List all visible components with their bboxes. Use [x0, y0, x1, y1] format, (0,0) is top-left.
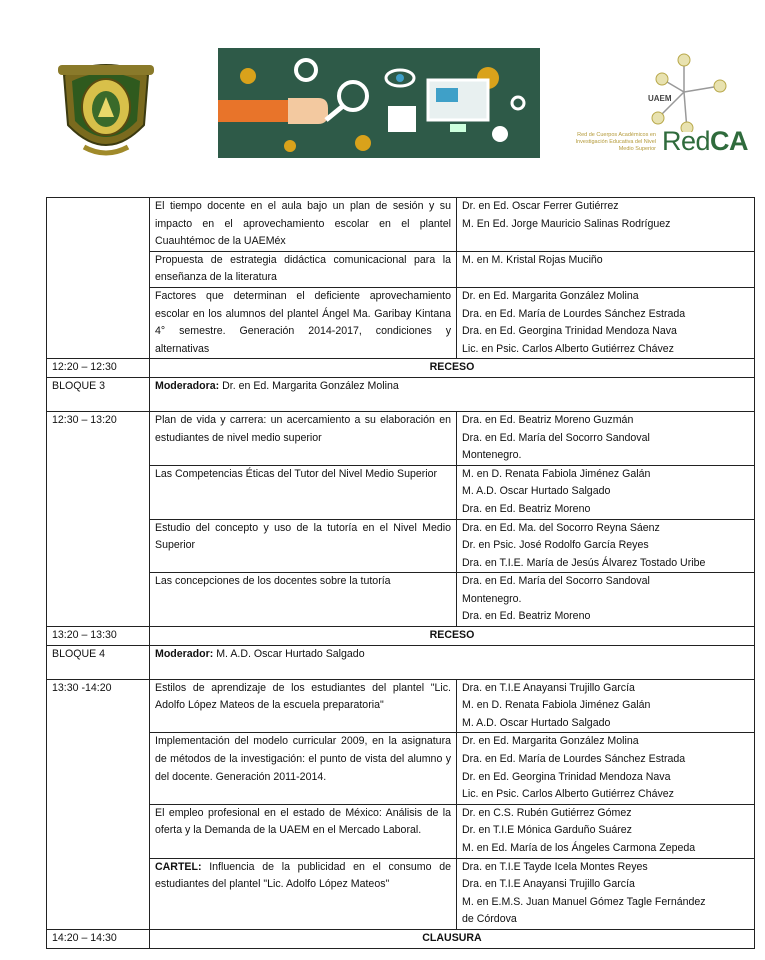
break-label: RECESO [150, 627, 755, 646]
talk-title [150, 804, 457, 858]
talk-title-text: Plan de vida y carrera: un acercamiento a su elaboración en estudiantes de nivel medio superior [155, 413, 451, 444]
moderator-cell [150, 645, 755, 679]
block-label: BLOQUE 3 [47, 377, 150, 411]
author-name: M. en D. Renata Fabiola Jiménez Galán [462, 467, 651, 480]
author-name: Dra. en Ed. Beatriz Moreno [462, 610, 591, 623]
author-name: Dra. en Ed. Beatriz Moreno Guzmán [462, 413, 634, 426]
author-name: Lic. en Psic. Carlos Alberto Gutiérrez Chávez [462, 342, 674, 355]
author-name: Dra. en Ed. Ma. del Socorro Reyna Sáenz [462, 521, 660, 534]
time-cell: 14:20 – 14:30 [47, 929, 150, 948]
table-row-block [47, 645, 755, 679]
redca-subtitle: Red de Cuerpos Académicos en Investigación Educativa del Nivel Medio Superior [575, 132, 656, 152]
talk-authors [457, 198, 755, 252]
talk-authors [457, 519, 755, 573]
break-label: RECESO [150, 359, 755, 378]
author-name: Dra. en Ed. María de Lourdes Sánchez Estrada [462, 753, 686, 766]
table-row-talk [47, 858, 755, 929]
author-name: Montenegro. [462, 449, 522, 462]
moderator-label: Moderador: [155, 647, 214, 660]
table-row-block [47, 377, 755, 411]
talk-authors [457, 858, 755, 929]
uaem-seal-logo [54, 55, 158, 165]
moderator-name: M. A.D. Oscar Hurtado Salgado [213, 647, 365, 660]
table-row-talk [47, 465, 755, 519]
talk-title-text: Las Competencias Éticas del Tutor del Nivel Medio Superior [155, 467, 438, 480]
talk-authors [457, 287, 755, 358]
talk-title [150, 411, 457, 465]
talk-authors [457, 733, 755, 804]
author-name: M. en E.M.S. Juan Manuel Gómez Tagle Fernández [462, 895, 706, 908]
talk-title [150, 733, 457, 804]
talk-authors [457, 411, 755, 465]
author-name: Dra. en T.I.E Tayde Icela Montes Reyes [462, 860, 648, 873]
author-name: M. en M. Kristal Rojas Muciño [462, 253, 603, 266]
talk-authors [457, 465, 755, 519]
talk-title-text: Las concepciones de los docentes sobre la tutoría [155, 575, 391, 588]
block-label: BLOQUE 4 [47, 645, 150, 679]
table-row-talk [47, 411, 755, 465]
author-name: Dra. en Ed. Beatriz Moreno [462, 502, 591, 515]
table-row-talk [47, 804, 755, 858]
talk-title [150, 287, 457, 358]
program-table [46, 197, 755, 949]
author-name: Dr. en Ed. Margarita González Molina [462, 735, 639, 748]
author-name: M. en D. Renata Fabiola Jiménez Galán [462, 699, 651, 712]
time-cell: 12:20 – 12:30 [47, 359, 150, 378]
talk-title [150, 679, 457, 733]
author-name: Dr. en T.I.E Mónica Garduño Suárez [462, 824, 632, 837]
talk-title-text: Factores que determinan el deficiente aprovechamiento escolar en los alumnos del plantel Ángel Ma. Garibay Kintana 4° semestre. Generación 2014-2017, condiciones y alternativas [155, 289, 451, 355]
table-row-talk [47, 251, 755, 287]
talk-title [150, 573, 457, 627]
talk-authors [457, 573, 755, 627]
break-label: CLAUSURA [150, 929, 755, 948]
author-name: Dr. en Ed. Margarita González Molina [462, 289, 639, 302]
table-row-break [47, 627, 755, 646]
table-row-talk [47, 519, 755, 573]
talk-title-text: El tiempo docente en el aula bajo un plan de sesión y su impacto en el aprovechamiento escolar en el plantel Cuauhtémoc de la UAEMéx [155, 200, 451, 248]
author-name: Dr. en Ed. Oscar Ferrer Gutiérrez [462, 200, 619, 212]
talk-authors [457, 679, 755, 733]
author-name: Dra. en Ed. Georgina Trinidad Mendoza Nava [462, 325, 677, 338]
table-row-talk [47, 287, 755, 358]
table-row-talk [47, 573, 755, 627]
talk-title-text: Estilos de aprendizaje de los estudiantes del plantel "Lic. Adolfo López Mateos de la escuela preparatoria" [155, 681, 451, 712]
moderator-name: Dr. en Ed. Margarita González Molina [219, 379, 399, 392]
talk-title-text: Implementación del modelo curricular 2009, en la asignatura de métodos de la investigación: el punto de vista del alumno y del docente. Generación 2011-2014. [155, 735, 451, 783]
author-name: M. A.D. Oscar Hurtado Salgado [462, 716, 611, 729]
table-row-break [47, 359, 755, 378]
author-name: Dr. en Psic. José Rodolfo García Reyes [462, 539, 649, 552]
talk-title-text: Influencia de la publicidad en el consumo de estudiantes del plantel "Lic. Adolfo López Mateos" [155, 860, 451, 891]
author-name: Lic. en Psic. Carlos Alberto Gutiérrez Chávez [462, 788, 674, 801]
author-name: Dra. en Ed. María del Socorro Sandoval [462, 575, 650, 588]
table-row-break [47, 929, 755, 948]
author-name: Dra. en T.I.E. María de Jesús Álvarez Tostado Uribe [462, 556, 706, 569]
talk-title [150, 519, 457, 573]
time-cell: 12:30 – 13:20 [47, 411, 150, 626]
redca-wordmark: RedCA [662, 126, 749, 156]
author-name: Dra. en T.I.E Anayansi Trujillo García [462, 681, 635, 694]
author-name: Dra. en Ed. María de Lourdes Sánchez Estrada [462, 307, 686, 320]
talk-title [150, 465, 457, 519]
talk-title [150, 251, 457, 287]
time-cell [47, 198, 150, 359]
author-name: Dra. en T.I.E Anayansi Trujillo García [462, 878, 635, 891]
talk-title [150, 198, 457, 252]
moderator-cell [150, 377, 755, 411]
education-banner-image [218, 48, 540, 158]
author-name: M. en Ed. María de los Ángeles Carmona Zepeda [462, 842, 696, 854]
table-row-talk [47, 679, 755, 733]
author-name: Montenegro. [462, 592, 522, 605]
author-name: Dra. en Ed. María del Socorro Sandoval [462, 431, 650, 444]
moderator-label: Moderadora: [155, 379, 220, 392]
author-name: de Córdova [462, 913, 517, 926]
table-row-talk [47, 198, 755, 252]
table-row-talk [47, 733, 755, 804]
talk-title-text: El empleo profesional en el estado de México: Análisis de la oferta y la Demanda de la UAEM en el Mercado Laboral. [155, 806, 451, 837]
author-name: M. A.D. Oscar Hurtado Salgado [462, 485, 611, 498]
author-name: Dr. en Ed. Georgina Trinidad Mendoza Nava [462, 770, 671, 783]
talk-title-text: Propuesta de estrategia didáctica comunicacional para la enseñanza de la literatura [155, 253, 451, 284]
redca-uaem-text: UAEM [648, 94, 672, 103]
time-cell: 13:30 -14:20 [47, 679, 150, 929]
talk-title-text: Estudio del concepto y uso de la tutoría en el Nivel Medio Superior [155, 521, 451, 552]
author-name: Dr. en C.S. Rubén Gutiérrez Gómez [462, 806, 632, 819]
redca-logo [570, 52, 750, 162]
time-cell: 13:20 – 13:30 [47, 627, 150, 646]
talk-title-prefix: CARTEL: [155, 860, 202, 873]
talk-authors [457, 804, 755, 858]
talk-title [150, 858, 457, 929]
talk-authors [457, 251, 755, 287]
author-name: M. En Ed. Jorge Mauricio Salinas Rodríguez [462, 217, 671, 230]
